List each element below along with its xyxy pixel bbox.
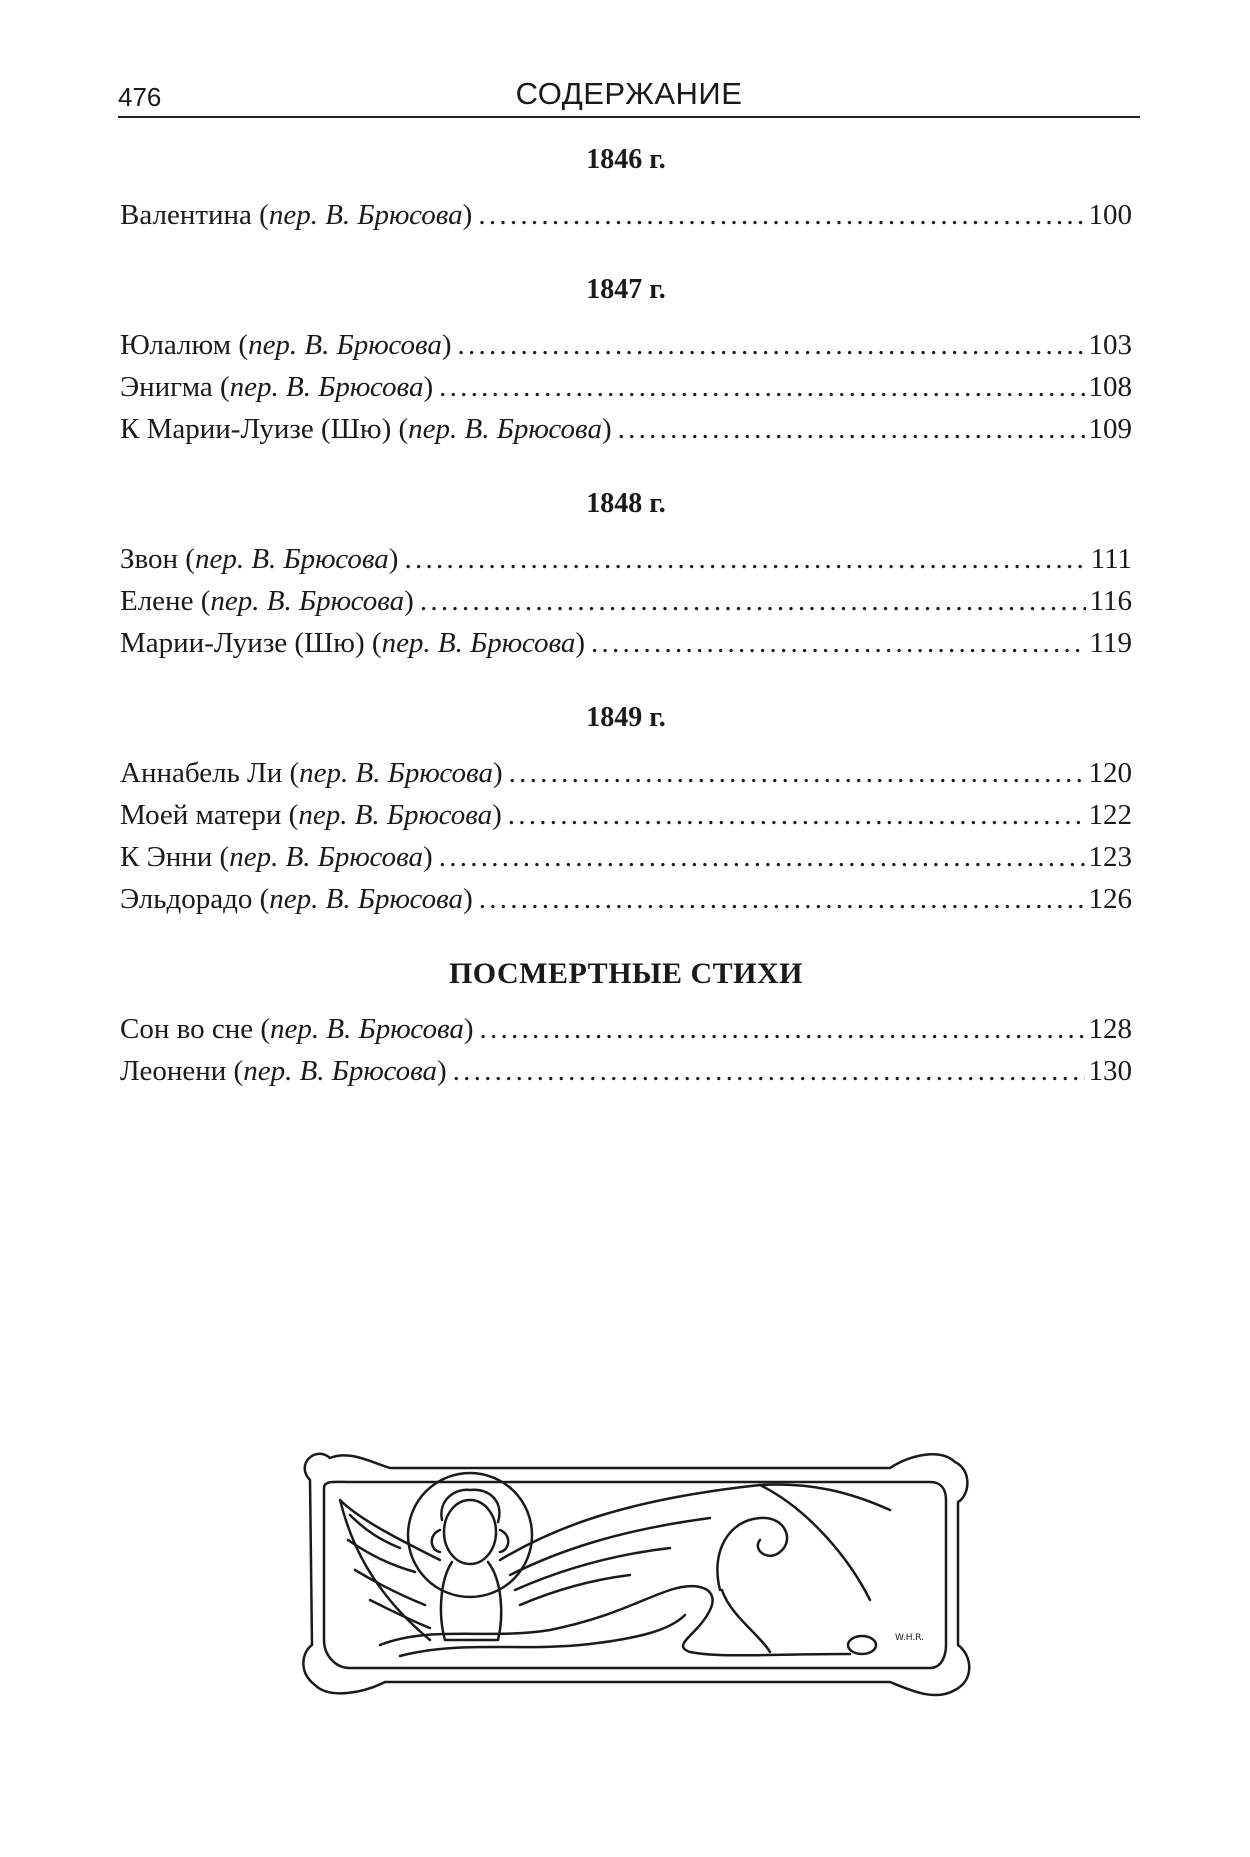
section-heading: 1847 г.	[586, 274, 666, 305]
section-heading: 1846 г.	[586, 144, 666, 175]
entry-title: Звон	[120, 543, 179, 575]
figure-torso	[441, 1562, 501, 1640]
entry-translator: пер. В. Брюсова	[298, 799, 493, 831]
entry-page: 108	[1088, 371, 1132, 403]
entry-translator: пер. В. Брюсова	[270, 1013, 464, 1045]
entry-page: 111	[1090, 543, 1132, 575]
toc-entry[interactable]: Сон во сне ( пер. В. Брюсова ) . . . 128	[120, 1008, 1132, 1050]
toc-section-1849	[120, 698, 1132, 920]
entry-page: 123	[1088, 841, 1132, 873]
leader-dots	[439, 366, 1084, 408]
entry-title: Сон во сне	[120, 1013, 254, 1045]
section-heading: 1849 г.	[586, 702, 666, 733]
entry-translator: пер. В. Брюсова	[229, 841, 424, 873]
leader-dots	[404, 538, 1086, 580]
drapery	[380, 1586, 850, 1655]
toc-entry[interactable]: Валентина ( пер. В. Брюсова ) . . . 100	[120, 194, 1132, 236]
toc-entry[interactable]: К Марии-Луизе (Шю) ( пер. В. Брюсова ) . . . 109	[120, 408, 1132, 450]
running-title: СОДЕРЖАНИЕ	[515, 76, 743, 111]
table-of-contents	[120, 140, 1132, 1092]
halo	[408, 1473, 532, 1597]
entry-title: Энигма	[120, 371, 213, 403]
entry-title: Елене	[120, 585, 194, 617]
toc-entry[interactable]: Леонени ( пер. В. Брюсова ) . . . 130	[120, 1050, 1132, 1092]
toc-section-1848	[120, 484, 1132, 664]
entry-translator: пер. В. Брюсова	[210, 585, 405, 617]
toc-entry[interactable]: Звон ( пер. В. Брюсова ) . . . 111	[120, 538, 1132, 580]
entry-title: К Марии-Луизе (Шю)	[120, 413, 392, 445]
entry-translator: пер. В. Брюсова	[299, 757, 493, 789]
entry-page: 116	[1089, 585, 1132, 617]
entry-translator: пер. В. Брюсова	[194, 543, 389, 575]
artist-signature: W.H.R.	[895, 1633, 924, 1643]
toc-entry[interactable]: Эльдорадо ( пер. В. Брюсова ) . . . 126	[120, 878, 1132, 920]
entry-translator: пер. В. Брюсова	[408, 413, 602, 445]
entry-page: 122	[1088, 799, 1132, 831]
toc-section-posthumous	[120, 954, 1132, 1092]
entry-title: Эльдорадо	[120, 883, 253, 915]
figure-head	[444, 1500, 496, 1564]
entry-translator: пер. В. Брюсова	[248, 329, 442, 361]
decorative-vignette	[290, 1440, 980, 1705]
entry-translator: пер. В. Брюсова	[381, 627, 576, 659]
entry-translator: пер. В. Брюсова	[268, 199, 463, 231]
toc-entry[interactable]: Марии-Луизе (Шю) ( пер. В. Брюсова ) . . . 119	[120, 622, 1132, 664]
entry-title: Моей матери	[120, 799, 282, 831]
leader-dots	[479, 878, 1085, 920]
entry-title: Аннабель Ли	[120, 757, 283, 789]
leader-dots	[478, 194, 1084, 236]
running-header	[118, 72, 1140, 118]
scroll	[717, 1518, 787, 1590]
leader-dots	[420, 580, 1086, 622]
entry-page: 128	[1088, 1013, 1132, 1045]
entry-title: Валентина	[120, 199, 252, 231]
toc-entry[interactable]: Моей матери ( пер. В. Брюсова ) . . . 122	[120, 794, 1132, 836]
toc-entry[interactable]: Аннабель Ли ( пер. В. Брюсова ) . . . 120	[120, 752, 1132, 794]
leader-dots	[508, 794, 1085, 836]
leader-dots	[618, 408, 1085, 450]
toc-entry[interactable]: Энигма ( пер. В. Брюсова ) . . . 108	[120, 366, 1132, 408]
entry-translator: пер. В. Брюсова	[269, 883, 464, 915]
entry-title: К Энни	[120, 841, 213, 873]
toc-section-1847	[120, 270, 1132, 450]
toc-entry[interactable]: К Энни ( пер. В. Брюсова ) . . . 123	[120, 836, 1132, 878]
leader-dots	[591, 622, 1086, 664]
leader-dots	[509, 752, 1085, 794]
section-heading: 1848 г.	[586, 488, 666, 519]
leader-dots	[480, 1008, 1085, 1050]
entry-page: 120	[1088, 757, 1132, 789]
section-heading: ПОСМЕРТНЫЕ СТИХИ	[448, 957, 804, 990]
entry-page: 130	[1088, 1055, 1132, 1087]
entry-title: Юлалюм	[120, 329, 232, 361]
entry-page: 119	[1089, 627, 1132, 659]
entry-translator: пер. В. Брюсова	[243, 1055, 437, 1087]
toc-section-1846	[120, 140, 1132, 236]
entry-title: Леонени	[120, 1055, 227, 1087]
wing-right	[500, 1484, 890, 1560]
entry-page: 109	[1088, 413, 1132, 445]
toc-entry[interactable]: Елене ( пер. В. Брюсова ) . . . 116	[120, 580, 1132, 622]
entry-translator: пер. В. Брюсова	[229, 371, 424, 403]
entry-page: 103	[1088, 329, 1132, 361]
leader-dots	[458, 324, 1085, 366]
frame-border	[303, 1454, 969, 1695]
entry-page: 100	[1088, 199, 1132, 231]
leader-dots	[453, 1050, 1085, 1092]
entry-page: 126	[1088, 883, 1132, 915]
toc-entry[interactable]: Юлалюм ( пер. В. Брюсова ) . . . 103	[120, 324, 1132, 366]
leader-dots	[439, 836, 1085, 878]
entry-title: Марии-Луизе (Шю)	[120, 627, 365, 659]
page-number: 476	[118, 82, 162, 112]
